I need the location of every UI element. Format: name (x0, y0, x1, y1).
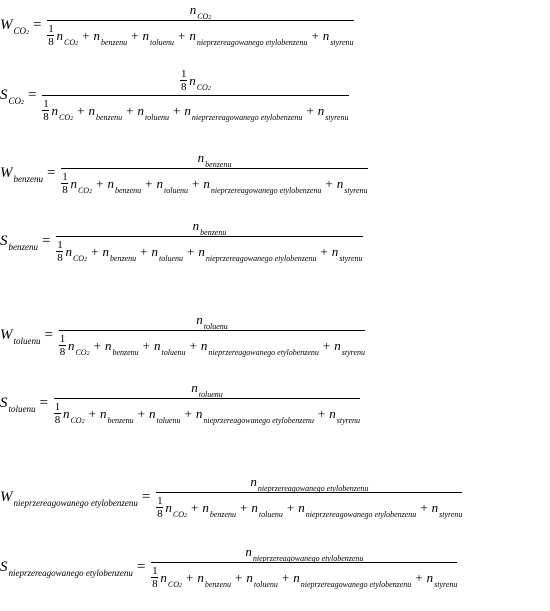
sub-styrenu: styrenu (439, 509, 463, 519)
term-n-co2 (51, 102, 74, 122)
fraction (59, 312, 365, 358)
sub-benzenu: benzenu (107, 415, 134, 425)
equals-sign: = (141, 488, 151, 505)
sub-co: CO (167, 579, 179, 589)
sub-co2 (73, 254, 87, 263)
plus-sign: + (91, 243, 99, 259)
term-n-toluenu (156, 175, 189, 195)
n: n (70, 175, 77, 191)
term-n-styrenu (426, 569, 458, 589)
term-n-nieprz (203, 175, 322, 195)
n: n (191, 380, 198, 395)
sub-benzenu: benzenu (205, 160, 232, 169)
plus-sign: + (189, 337, 197, 353)
sub-benzenu: benzenu (209, 509, 237, 519)
sub-benzenu: benzenu (200, 228, 227, 237)
numerator (245, 544, 363, 562)
symbol-w: W (0, 164, 13, 181)
subscript: toluenu (13, 335, 41, 346)
n: n (196, 312, 203, 327)
n: n (160, 569, 167, 585)
one-eighth (54, 401, 61, 426)
n: n (65, 243, 72, 259)
n: n (336, 175, 344, 191)
digit-eight: 8 (57, 252, 63, 264)
sub-co: CO (197, 12, 209, 21)
term-n-benzenu (197, 569, 232, 589)
sub-co: CO (77, 185, 90, 195)
digit-one: 1 (62, 171, 68, 183)
term-n-co2 (62, 405, 85, 425)
sub-benzenu: benzenu (114, 185, 142, 195)
term-n-nieprz (293, 569, 412, 589)
lhs-w-nieprz (0, 489, 138, 506)
one-eighth (42, 98, 49, 123)
sub-nieprz: nieprzereagowanego etylobenzenu (210, 185, 322, 195)
fraction (42, 68, 348, 123)
term-n-toluenu (137, 102, 170, 122)
term-n-styrenu (331, 243, 363, 263)
fraction (54, 380, 360, 426)
plus-sign: + (140, 243, 148, 259)
sub-co2 (64, 38, 78, 47)
numerator (250, 474, 368, 492)
plus-sign: + (320, 243, 328, 259)
sub-toluenu: toluenu (156, 415, 181, 425)
digit-one: 1 (59, 333, 66, 345)
sub-co2 (197, 83, 211, 92)
term-n-nieprz (198, 243, 317, 263)
n: n (56, 27, 63, 43)
term-n-benzenu (102, 243, 137, 263)
plus-sign: + (96, 175, 104, 191)
sub-nieprz: nieprzereagowanego etylobenzenu (300, 579, 412, 589)
n: n (93, 27, 100, 43)
n: n (251, 499, 258, 515)
sub-co: CO (13, 25, 27, 36)
numerator (191, 380, 223, 398)
plus-sign: + (185, 569, 194, 585)
subscript (9, 96, 25, 106)
sub-2: 2 (86, 350, 90, 357)
n: n (203, 175, 210, 191)
term-n-toluenu (142, 27, 175, 47)
n: n (334, 337, 341, 353)
equation-s-toluenu (0, 380, 360, 426)
n: n (102, 243, 109, 259)
sub-co2 (75, 348, 89, 357)
plus-sign: + (322, 337, 331, 353)
plus-sign: + (415, 569, 423, 585)
n: n (322, 27, 330, 43)
term-n-benzenu (202, 499, 237, 519)
plus-sign: + (184, 405, 192, 421)
plus-sign: + (137, 405, 145, 421)
n: n (107, 175, 114, 191)
n: n (156, 175, 163, 191)
subscript: toluenu (8, 403, 36, 414)
lhs-s-benzenu (0, 233, 38, 250)
lhs-w-toluenu (0, 327, 41, 344)
plus-sign: + (325, 175, 333, 191)
plus-sign: + (88, 405, 96, 421)
sub-benzenu: benzenu (100, 37, 128, 47)
sub-2: 2 (84, 256, 88, 263)
one-eighth (151, 565, 158, 590)
plus-sign: + (178, 27, 186, 43)
term-n-co2 (70, 175, 93, 195)
term-n-nieprz (189, 27, 308, 47)
one-eighth (56, 239, 63, 264)
symbol-w: W (0, 326, 13, 343)
sub-co2 (59, 113, 73, 122)
denominator (56, 237, 362, 264)
plus-sign: + (82, 27, 90, 43)
one-eighth (61, 171, 68, 196)
term-n-co2 (189, 72, 211, 92)
sub-nieprz: nieprzereagowanego etylobenzenu (205, 253, 317, 263)
term-n-co2 (65, 243, 88, 263)
digit-one: 1 (157, 495, 163, 507)
denominator (61, 169, 367, 196)
sub-co: CO (72, 253, 85, 263)
symbol-s: S (0, 232, 8, 249)
fraction (151, 544, 457, 590)
term-n-nieprz (298, 499, 417, 519)
sub-styrenu: styrenu (336, 415, 361, 425)
digit-eight: 8 (43, 111, 49, 123)
n: n (202, 499, 209, 515)
term-n-benzenu (104, 337, 139, 357)
term-n-styrenu (317, 102, 349, 122)
lhs-s-nieprz (0, 559, 133, 576)
term-n-styrenu (322, 27, 354, 47)
plus-sign: + (77, 102, 85, 118)
n: n (142, 27, 150, 43)
sub-co: CO (172, 509, 184, 519)
term-n-toluenu (246, 569, 278, 589)
term-n-styrenu (329, 405, 361, 425)
sub-co: CO (196, 82, 208, 92)
fraction (156, 474, 462, 520)
lhs-s-toluenu (0, 395, 36, 412)
one-eighth (180, 68, 187, 93)
denominator (42, 96, 348, 123)
n: n (197, 150, 205, 165)
digit-eight: 8 (62, 184, 68, 196)
n: n (246, 569, 253, 585)
term-n-toluenu (191, 380, 223, 399)
fraction (56, 218, 362, 264)
subscript (14, 26, 30, 36)
symbol-w: W (0, 488, 13, 505)
sub-co: CO (63, 37, 76, 47)
term-n-benzenu (107, 175, 142, 195)
term-n-styrenu (334, 337, 366, 357)
denominator (59, 331, 365, 358)
sub-nieprz: nieprzereagowanego etylobenzenu (208, 347, 319, 357)
equation-s-benzenu (0, 218, 363, 264)
sub-co2 (78, 186, 92, 195)
plus-sign: + (173, 102, 181, 118)
sub-2: 2 (89, 188, 93, 195)
n: n (184, 102, 191, 118)
n: n (62, 405, 70, 421)
sub-styrenu: styrenu (330, 37, 354, 47)
n: n (195, 405, 203, 421)
plus-sign: + (420, 499, 428, 515)
symbol-s: S (0, 558, 8, 575)
term-n-nieprz (195, 405, 314, 425)
n: n (149, 405, 156, 421)
sub-toluenu: toluenu (150, 37, 175, 47)
sub-nieprz: nieprzereagowanego etylobenzenu (191, 112, 303, 122)
lhs-w-benzenu (0, 165, 43, 182)
subscript: benzenu (8, 241, 38, 252)
sub-toluenu: toluenu (161, 347, 186, 357)
n: n (189, 72, 196, 88)
n: n (154, 337, 161, 353)
equation-s-co2 (0, 68, 349, 123)
equals-sign: = (33, 16, 42, 33)
sub-benzenu: benzenu (204, 579, 232, 589)
digit-one: 1 (48, 23, 54, 35)
equals-sign: = (28, 87, 37, 103)
n: n (331, 243, 339, 259)
n: n (189, 2, 197, 17)
sub-co: CO (75, 347, 87, 357)
sub-2: 2 (207, 85, 211, 92)
term-n-co2 (67, 337, 90, 357)
sub-co2 (197, 12, 211, 21)
sub-2: 2 (21, 100, 25, 106)
one-eighth (156, 495, 163, 520)
sub-styrenu: styrenu (339, 253, 363, 263)
symbol-s: S (0, 394, 8, 411)
sub-2: 2 (81, 418, 85, 425)
equation-w-nieprz (0, 474, 462, 520)
sub-2: 2 (208, 15, 212, 21)
denominator (47, 21, 353, 48)
plus-sign: + (286, 499, 295, 515)
digit-one: 1 (57, 239, 63, 251)
sub-co2 (173, 510, 187, 519)
denominator (151, 563, 457, 590)
sub-co2 (70, 416, 84, 425)
sub-toluenu: toluenu (159, 253, 183, 263)
plus-sign: + (142, 337, 150, 353)
n: n (151, 243, 158, 259)
plus-sign: + (192, 175, 200, 191)
sub-benzenu: benzenu (112, 347, 139, 357)
term-n-styrenu (336, 175, 368, 195)
sub-styrenu: styrenu (325, 112, 349, 122)
term-n-nieprz (200, 337, 319, 357)
sub-nieprz: nieprzereagowanego etylobenzenu (305, 509, 417, 519)
lhs-s-co2 (0, 87, 24, 104)
plus-sign: + (235, 569, 243, 585)
plus-sign: + (281, 569, 290, 585)
numerator (190, 2, 212, 20)
sub-nieprz: nieprzereagowanego etylobenzenu (203, 415, 314, 425)
sub-toluenu: toluenu (253, 579, 278, 589)
plus-sign: + (187, 243, 195, 259)
sub-2: 2 (183, 512, 187, 519)
digit-one: 1 (180, 68, 187, 80)
sub-nieprz: nieprzereagowanego etylobenzenu (257, 484, 369, 493)
fraction (47, 2, 353, 48)
term-n-co2 (189, 2, 212, 21)
sub-2: 2 (26, 29, 30, 36)
sub-toluenu: toluenu (198, 390, 223, 399)
term-n-benzenu (93, 27, 128, 47)
plus-sign: + (93, 337, 101, 353)
numerator (198, 150, 232, 168)
sub-nieprz: nieprzereagowanego etylobenzenu (196, 37, 308, 47)
n: n (426, 569, 434, 585)
n: n (197, 569, 204, 585)
n: n (104, 337, 112, 353)
n: n (200, 337, 208, 353)
term-n-nieprz (245, 544, 364, 563)
term-n-benzenu (197, 150, 232, 169)
term-n-toluenu (251, 499, 283, 519)
term-n-toluenu (196, 312, 228, 331)
subscript: benzenu (13, 173, 43, 184)
sub-2: 2 (70, 115, 74, 122)
n: n (189, 27, 196, 43)
fraction (61, 150, 367, 196)
numerator (193, 218, 227, 236)
term-n-co2 (165, 499, 187, 519)
sub-styrenu: styrenu (344, 185, 368, 195)
sub-co: CO (8, 96, 22, 106)
term-n-nieprz (250, 474, 369, 493)
sub-benzenu: benzenu (95, 112, 123, 122)
term-n-benzenu (192, 218, 227, 237)
sub-toluenu: toluenu (164, 185, 188, 195)
n: n (51, 102, 58, 118)
n: n (137, 102, 145, 118)
n: n (198, 243, 205, 259)
n: n (431, 499, 439, 515)
equals-sign: = (136, 558, 146, 575)
n: n (329, 405, 336, 421)
term-n-co2 (160, 569, 182, 589)
digit-eight: 8 (180, 81, 187, 93)
n: n (88, 102, 95, 118)
sub-co: CO (58, 112, 71, 122)
n: n (317, 102, 325, 118)
term-n-benzenu (88, 102, 123, 122)
term-n-toluenu (151, 243, 184, 263)
equation-w-benzenu (0, 150, 368, 196)
one-eighth (47, 23, 54, 48)
sub-2: 2 (75, 40, 79, 47)
equals-sign: = (44, 326, 53, 343)
plus-sign: + (190, 499, 199, 515)
symbol-w: W (0, 16, 13, 33)
sub-styrenu: styrenu (434, 579, 458, 589)
sub-co2 (168, 580, 182, 589)
digit-eight: 8 (48, 36, 54, 48)
plus-sign: + (126, 102, 134, 118)
n: n (99, 405, 107, 421)
sub-toluenu: toluenu (145, 112, 170, 122)
denominator (156, 493, 462, 520)
n: n (165, 499, 172, 515)
sub-co: CO (70, 415, 82, 425)
digit-one: 1 (43, 98, 49, 110)
sub-2: 2 (178, 582, 182, 589)
numerator (196, 312, 228, 330)
digit-eight: 8 (152, 578, 158, 590)
plus-sign: + (145, 175, 153, 191)
subscript: nieprzereagowanego etylobenzenu (8, 567, 133, 578)
plus-sign: + (240, 499, 248, 515)
lhs-w-co2 (0, 17, 29, 34)
numerator (180, 68, 211, 95)
term-n-co2 (56, 27, 79, 47)
plus-sign: + (311, 27, 319, 43)
equals-sign: = (42, 232, 51, 249)
digit-eight: 8 (157, 508, 163, 520)
n: n (298, 499, 305, 515)
digit-eight: 8 (54, 414, 61, 426)
digit-eight: 8 (59, 346, 66, 358)
plus-sign: + (317, 405, 326, 421)
equals-sign: = (47, 164, 56, 181)
equation-w-toluenu (0, 312, 365, 358)
one-eighth (59, 333, 66, 358)
digit-one: 1 (152, 565, 158, 577)
equals-sign: = (39, 394, 48, 411)
sub-toluenu: toluenu (258, 509, 283, 519)
equation-s-nieprz (0, 544, 457, 590)
sub-benzenu: benzenu (109, 253, 137, 263)
term-n-benzenu (99, 405, 134, 425)
equation-w-co2 (0, 2, 354, 48)
sub-toluenu: toluenu (203, 322, 228, 331)
term-n-toluenu (154, 337, 186, 357)
digit-one: 1 (54, 401, 61, 413)
denominator (54, 399, 360, 426)
n: n (245, 544, 252, 559)
term-n-nieprz (184, 102, 303, 122)
sub-styrenu: styrenu (341, 347, 366, 357)
sub-nieprz: nieprzereagowanego etylobenzenu (252, 554, 364, 563)
n: n (250, 474, 257, 489)
term-n-styrenu (431, 499, 463, 519)
plus-sign: + (131, 27, 139, 43)
n: n (293, 569, 300, 585)
term-n-toluenu (149, 405, 181, 425)
n: n (192, 218, 200, 233)
subscript: nieprzereagowanego etylobenzenu (13, 497, 138, 508)
n: n (67, 337, 75, 353)
plus-sign: + (306, 102, 314, 118)
symbol-s: S (0, 87, 8, 103)
